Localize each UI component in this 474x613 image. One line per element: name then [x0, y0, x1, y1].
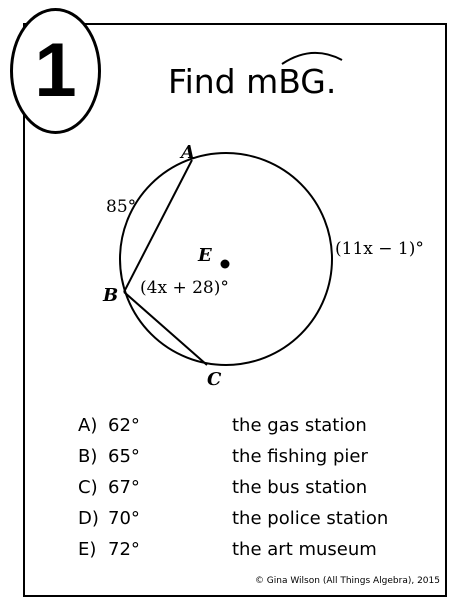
copyright-footer: © Gina Wilson (All Things Algebra), 2015 — [254, 576, 440, 586]
choice-letter: A) — [78, 415, 98, 436]
title-prefix: Find m — [168, 62, 279, 101]
title-arc-text: BG. — [278, 62, 337, 101]
chord-bc — [124, 292, 207, 365]
choice-answer: the bus station — [232, 477, 368, 498]
choice-value: 65° — [108, 446, 140, 467]
chord-ab — [124, 160, 192, 292]
label-point-c: C — [207, 369, 222, 390]
choice-row[interactable] — [78, 414, 438, 438]
choice-answer: the fishing pier — [232, 446, 368, 467]
problem-number: 1 — [34, 28, 77, 113]
choice-row[interactable] — [78, 445, 438, 469]
label-point-b: B — [103, 285, 119, 306]
choice-letter: B) — [78, 446, 98, 467]
choice-answer: the police station — [232, 508, 389, 529]
circle-e — [120, 153, 332, 365]
choice-letter: C) — [78, 477, 98, 498]
label-center-e: E — [198, 245, 212, 266]
label-arc-ac: (11x − 1)° — [335, 239, 424, 259]
choice-value: 70° — [108, 508, 140, 529]
choice-answer: the art museum — [232, 539, 377, 560]
label-arc-bc: (4x + 28)° — [140, 278, 229, 298]
choice-answer: the gas station — [232, 415, 367, 436]
choice-row[interactable] — [78, 538, 438, 562]
label-arc-ab: 85° — [106, 197, 137, 217]
label-point-a: A — [181, 142, 195, 163]
choice-letter: D) — [78, 508, 99, 529]
choice-row[interactable] — [78, 507, 438, 531]
center-point — [221, 260, 230, 269]
choice-value: 67° — [108, 477, 140, 498]
choice-row[interactable] — [78, 476, 438, 500]
choice-value: 72° — [108, 539, 140, 560]
choice-letter: E) — [78, 539, 97, 560]
choice-value: 62° — [108, 415, 140, 436]
